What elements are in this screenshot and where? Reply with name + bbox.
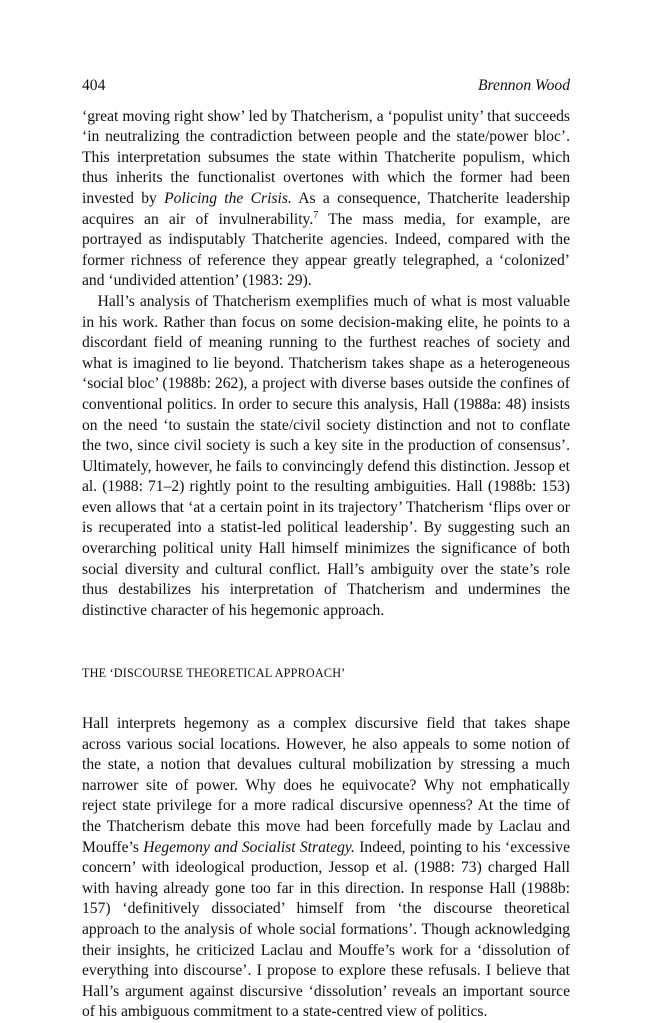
running-author: Brennon Wood bbox=[478, 77, 570, 94]
paragraph-2: Hall’s analysis of Thatcherism exemplifies much of what is most valuable in his work. Rather than focus on some decision-making elite, he points to a discordant field of meaning running to the furthest reaches of society and what is imagined to lie beyond. Thatcherism takes shape as a heterogeneous ‘social bloc’ (1988b: 262), a project with diverse bases outside the confines of conventional politics. In order to secure this analysis, Hall (1988a: 48) insists on the need ‘to sustain the state/civil society distinction and not to conflate the two, since civil society is such a key site in the production of consensus’. Ultimately, however, he fails to convincingly defend this distinction. Jessop et al. (1988: 71–2) rightly point to the resulting ambiguities. Hall (1988b: 153) even allows that ‘at a certain point in its trajectory’ Thatcherism ‘flips over or is recuperated into a statist-led political leadership’. By suggesting such an overarching political unity Hall himself minimizes the significance of both social diversity and cultural conflict. Hall’s ambiguity over the state’s role thus destabilizes his interpretation of Thatcherism and undermines the distinctive character of his hegemonic approach. bbox=[82, 292, 570, 619]
paragraph-1-text-b: As a consequence, Thatcherite leadership acquires an air of invulnerability. bbox=[82, 189, 571, 228]
paragraph-1 bbox=[82, 107, 570, 292]
page-number: 404 bbox=[82, 77, 106, 94]
paragraph-1-text-a: ‘great moving right show’ led by Thatcherism, a ‘populist unity’ that succeeds ‘in neutralizing the contradiction between people and the state/power bloc’. This interpretation subsumes the state within Thatcherite populism, which thus inherits the functionalist overtones with which the former had been invested by bbox=[82, 107, 570, 207]
section-heading: THE ‘DISCOURSE THEORETICAL APPROACH’ bbox=[82, 666, 346, 681]
paragraph-3-text-b: Indeed, pointing to his ‘excessive concern’ with ideological production, Jessop et al. (1988: 73) charged Hall with having already gone too far in this direction. In response Hall (1988b: 157) ‘definitively dissociated’ himself from ‘the discourse theoretical approach to the analysis of whole social formations’. Though acknowledging their insights, he criticized Laclau and Mouffe’s work for a ‘dissolution of everything into discourse’. I propose to explore these refusals. I believe that Hall’s argument against discursive ‘dissolution’ reveals an important source of his ambiguous commitment to a state-centred view of politics. bbox=[82, 838, 570, 1021]
book-title-policing-the-crisis: Policing the Crisis. bbox=[164, 189, 292, 207]
paragraph-3 bbox=[82, 714, 570, 1023]
paragraph-3-text-a: Hall interprets hegemony as a complex discursive field that takes shape across various social locations. However, he also appeals to some notion of the state, a notion that devalues cultural mobilization by stressing a much narrower site of power. Why does he equivocate? Why not emphatically reject state privilege for a more radical discursive openness? At the time of the Thatcherism debate this move had been forcefully made by Laclau and Mouffe’s bbox=[82, 715, 570, 856]
paragraph-1-text-c: The mass media, for example, are portrayed as indisputably Thatcherite agencies. Indeed, compared with the former richness of reference they appear greatly telegraphed, a ‘colonized’ and ‘undivided attention’ (1983: 29). bbox=[82, 210, 570, 290]
running-head bbox=[82, 76, 570, 97]
footnote-marker: 7 bbox=[313, 209, 319, 221]
book-title-hegemony: Hegemony and Socialist Strategy. bbox=[143, 838, 355, 856]
page bbox=[82, 76, 570, 1023]
